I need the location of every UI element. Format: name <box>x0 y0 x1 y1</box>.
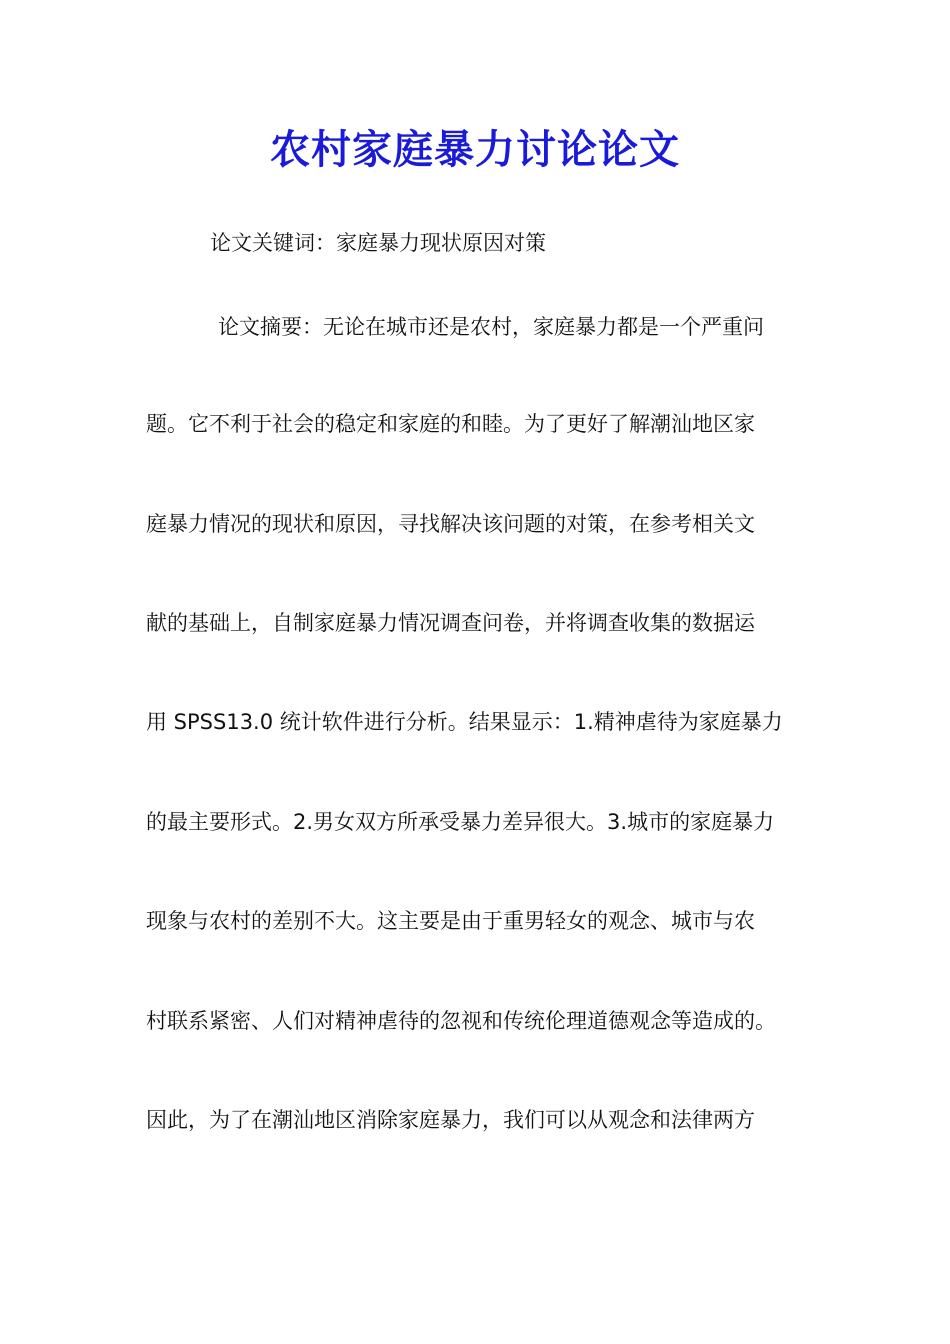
abstract-line-6: 的最主要形式。2.男女双方所承受暴力差异很大。3.城市的家庭暴力 <box>146 810 775 834</box>
abstract-line-1: 论文摘要：无论在城市还是农村，家庭暴力都是一个严重问 <box>218 315 764 339</box>
abstract-line-4: 献的基础上，自制家庭暴力情况调查问卷，并将调查收集的数据运 <box>146 611 755 635</box>
document-title: 农村家庭暴力讨论论文 <box>270 126 680 173</box>
abstract-line-5: 用 SPSS13.0 统计软件进行分析。结果显示：1.精神虐待为家庭暴力 <box>146 710 783 734</box>
abstract-line-2: 题。它不利于社会的稳定和家庭的和睦。为了更好了解潮汕地区家 <box>146 412 755 436</box>
abstract-line-9: 因此，为了在潮汕地区消除家庭暴力，我们可以从观念和法律两方 <box>146 1108 755 1132</box>
abstract-line-8: 村联系紧密、人们对精神虐待的忽视和传统伦理道德观念等造成的。 <box>146 1009 776 1033</box>
abstract-line-3: 庭暴力情况的现状和原因，寻找解决该问题的对策，在参考相关文 <box>146 512 755 536</box>
keywords-line: 论文关键词：家庭暴力现状原因对策 <box>210 231 546 255</box>
abstract-line-7: 现象与农村的差别不大。这主要是由于重男轻女的观念、城市与农 <box>146 909 755 933</box>
